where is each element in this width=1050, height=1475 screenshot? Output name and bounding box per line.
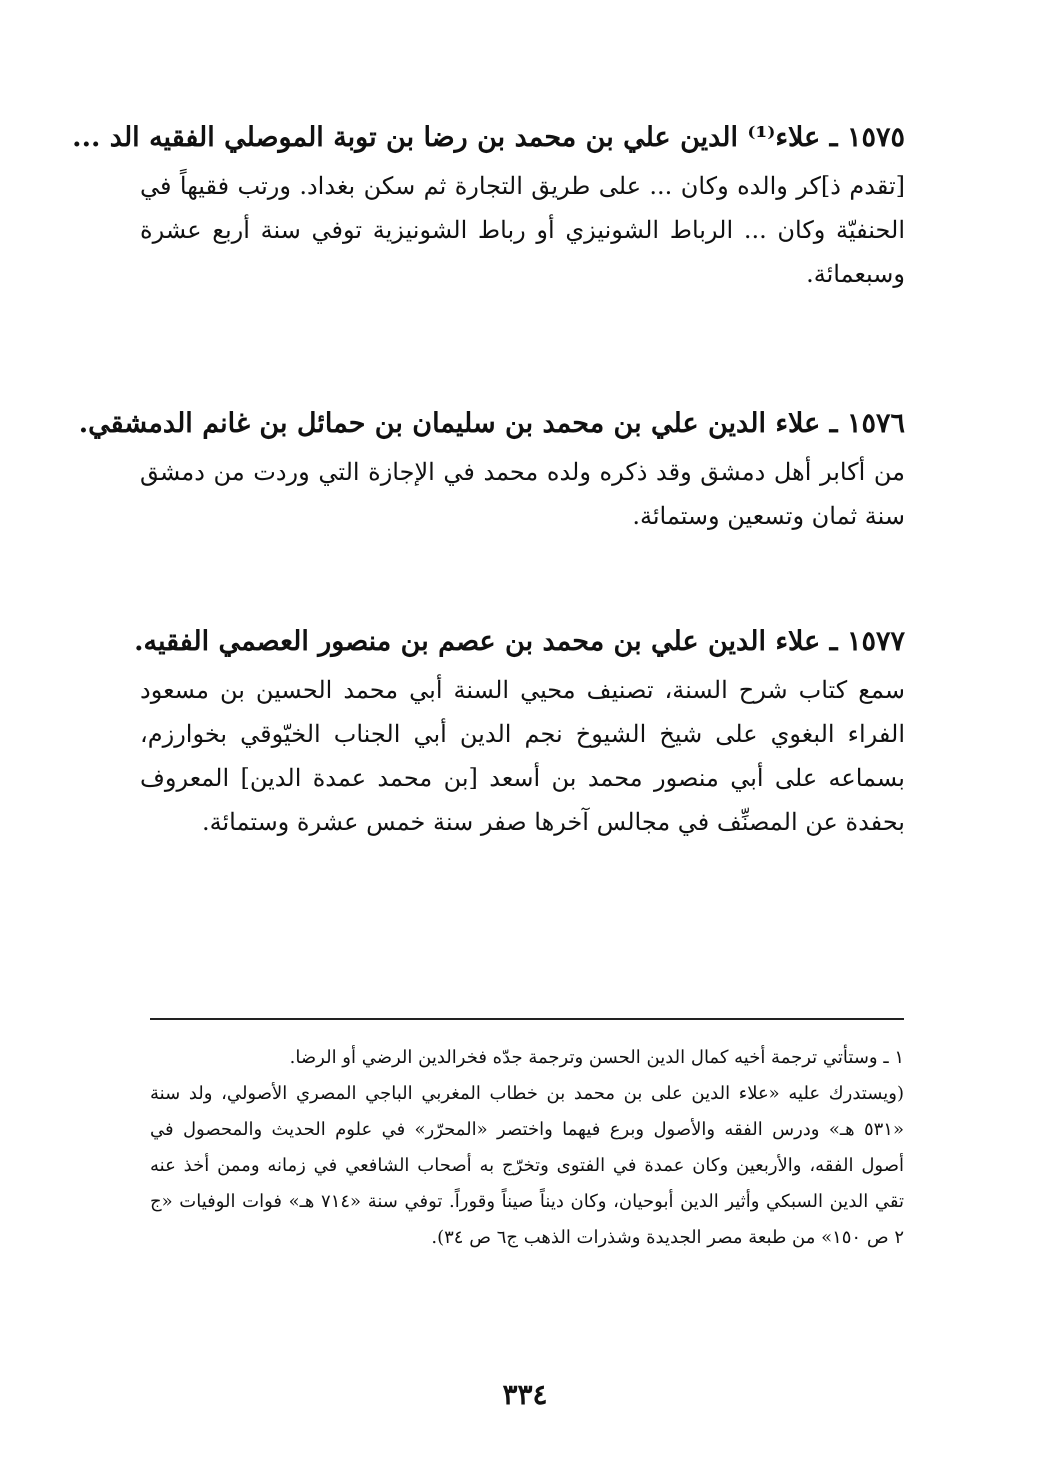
entry-body: سمع كتاب شرح السنة، تصنيف محيي السنة أبي محمد الحسين بن مسعود الفراء البغوي على شيخ الشيوخ نجم الدين أبي الجناب الخيّوقي بخوارزم، بسماعه على أبي منصور محمد بن أسعد [بن محمد عمدة الدين] المعروف بحفدة عن المصنِّف في مجالس آخرها صفر سنة خمس عشرة وستمائة. — [140, 676, 905, 836]
entry-heading: ١٥٧٧ ـ علاء الدين علي بن محمد بن عصم بن منصور العصمي الفقيه. — [134, 626, 905, 657]
footnotes — [150, 1040, 904, 1256]
entry-body: من أكابر أهل دمشق وقد ذكره ولده محمد في الإجازة التي وردت من دمشق سنة ثمان وتسعين وستمائة. — [140, 458, 905, 530]
entry-body: [تقدم ذ]كر والده وكان ... على طريق التجارة ثم سكن بغداد. ورتب فقيهاً في الحنفيّة وكان ... الرباط الشونيزي أو رباط الشونيزية توفي سنة أربع عشرة وسبعمائة. — [140, 172, 905, 288]
entry-1575 — [72, 118, 905, 296]
entry-1576 — [78, 404, 905, 538]
page-number: ٣٣٤ — [502, 1378, 548, 1411]
footnote-1: ١ ـ وستأتي ترجمة أخيه كمال الدين الحسن وترجمة جدّه فخرالدين الرضي أو الرضا. — [289, 1047, 904, 1068]
entry-heading: ١٥٧٦ ـ علاء الدين علي بن محمد بن سليمان بن حمائل بن غانم الدمشقي. — [78, 408, 905, 439]
footnote-divider — [150, 1018, 904, 1020]
entry-heading: ١٥٧٥ ـ علاء⁽¹⁾ الدين علي بن محمد بن رضا بن توبة الموصلي الفقيه الد ... — [72, 122, 905, 153]
footnote-1-continuation: (ويستدرك عليه «علاء الدين على بن محمد بن خطاب المغربي الباجي المصري الأصولي، ولد سنة «٥٣١ هـ» ودرس الفقه والأصول وبرع فيهما واختصر «المحرّر» في علوم الحديث والمحصول في أصول الفقه، والأربعين وكان عمدة في الفتوى وتخرّج به أصحاب الشافعي في زمانه وممن أخذ عنه تقي الدين السبكي وأثير الدين أبوحيان، وكان ديناً صيناً وقوراً. توفي سنة «٧١٤ هـ» فوات الوفيات «ج ٢ ص ١٥٠» من طبعة مصر الجديدة وشذرات الذهب ج٦ ص ٣٤). — [150, 1083, 904, 1248]
entry-1577 — [134, 622, 905, 844]
